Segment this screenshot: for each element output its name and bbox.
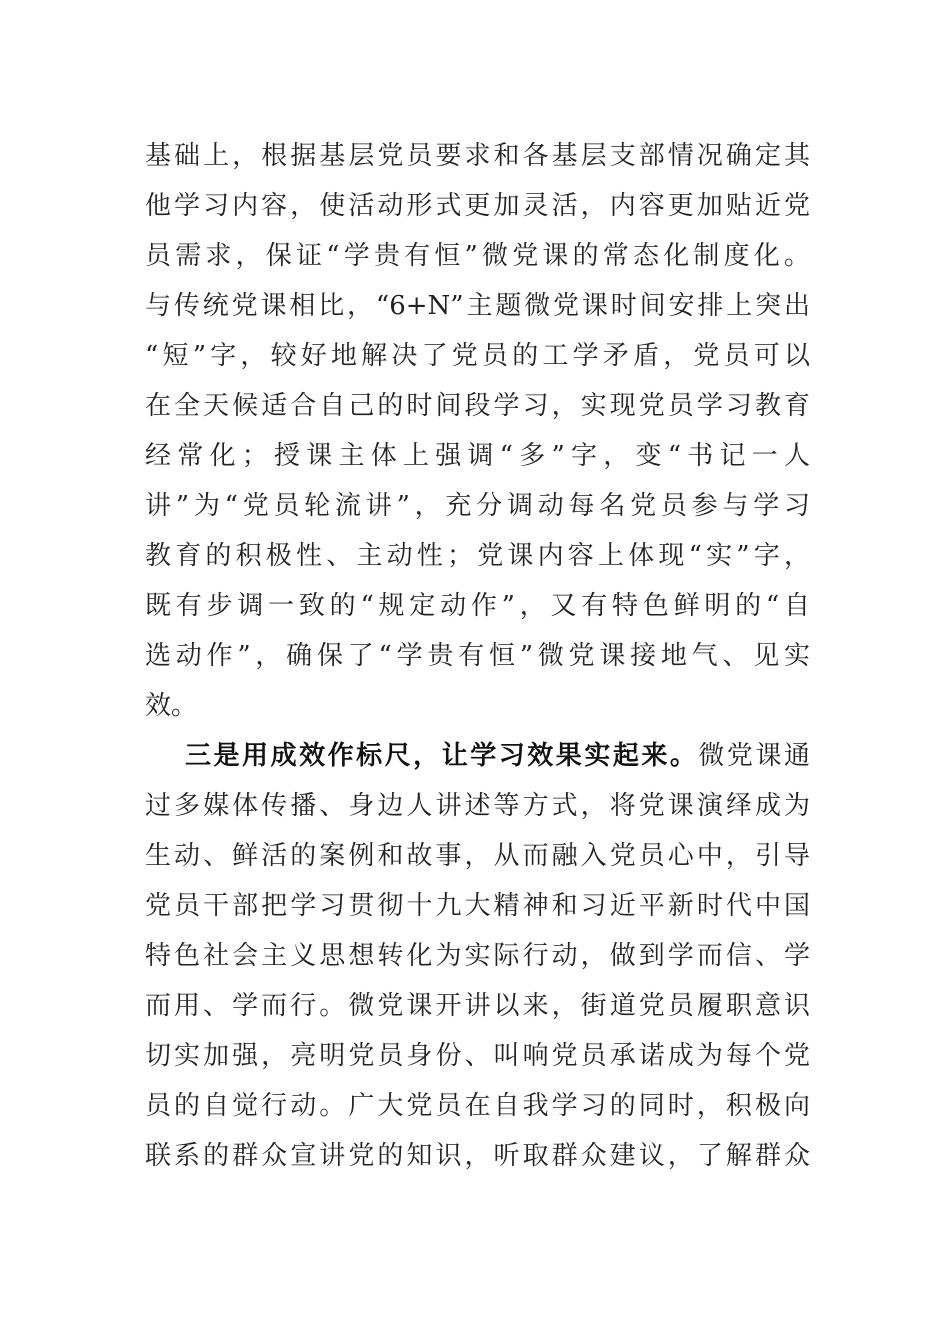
text-line: 经常化；授课主体上强调“多”字，变“书记一人 <box>145 441 810 471</box>
heading-line-rest: 微党课通 <box>698 741 810 771</box>
text-line: 而用、学而行。微党课开讲以来，街道党员履职意识 <box>145 991 810 1021</box>
text-line: 基础上，根据基层党员要求和各基层支部情况确定其 <box>145 141 810 171</box>
text-line: 联系的群众宣讲党的知识，听取群众建议，了解群众 <box>145 1141 810 1171</box>
text-line: 员需求，保证“学贵有恒”微党课的常态化制度化。 <box>145 241 810 271</box>
text-line: 在全天候适合自己的时间段学习，实现党员学习教育 <box>145 391 810 421</box>
text-line: 员的自觉行动。广大党员在自我学习的同时，积极向 <box>145 1091 810 1121</box>
document-body <box>145 131 810 1181</box>
text-line: 特色社会主义思想转化为实际行动，做到学而信、学 <box>145 941 810 971</box>
text-line: 既有步调一致的“规定动作”，又有特色鲜明的“自 <box>145 591 810 621</box>
text-line: “短”字，较好地解决了党员的工学矛盾，党员可以 <box>145 341 810 371</box>
text-line: 教育的积极性、主动性；党课内容上体现“实”字， <box>145 541 810 571</box>
text-line: 选动作”，确保了“学贵有恒”微党课接地气、见实 <box>145 641 810 671</box>
text-line: 党员干部把学习贯彻十九大精神和习近平新时代中国 <box>145 891 810 921</box>
text-line: 与传统党课相比，“6+N”主题微党课时间安排上突出 <box>145 291 810 321</box>
paragraph-heading: 三是用成效作标尺，让学习效果实起来。 <box>185 741 699 771</box>
text-line: 他学习内容，使活动形式更加灵活，内容更加贴近党 <box>145 191 810 221</box>
text-line: 讲”为“党员轮流讲”，充分调动每名党员参与学习 <box>145 491 810 521</box>
text-line: 生动、鲜活的案例和故事，从而融入党员心中，引导 <box>145 841 810 871</box>
paragraph-first-line <box>145 731 810 781</box>
text-line: 效。 <box>145 691 198 721</box>
text-line: 切实加强，亮明党员身份、叫响党员承诺成为每个党 <box>145 1041 810 1071</box>
text-line: 过多媒体传播、身边人讲述等方式，将党课演绎成为 <box>145 791 810 821</box>
